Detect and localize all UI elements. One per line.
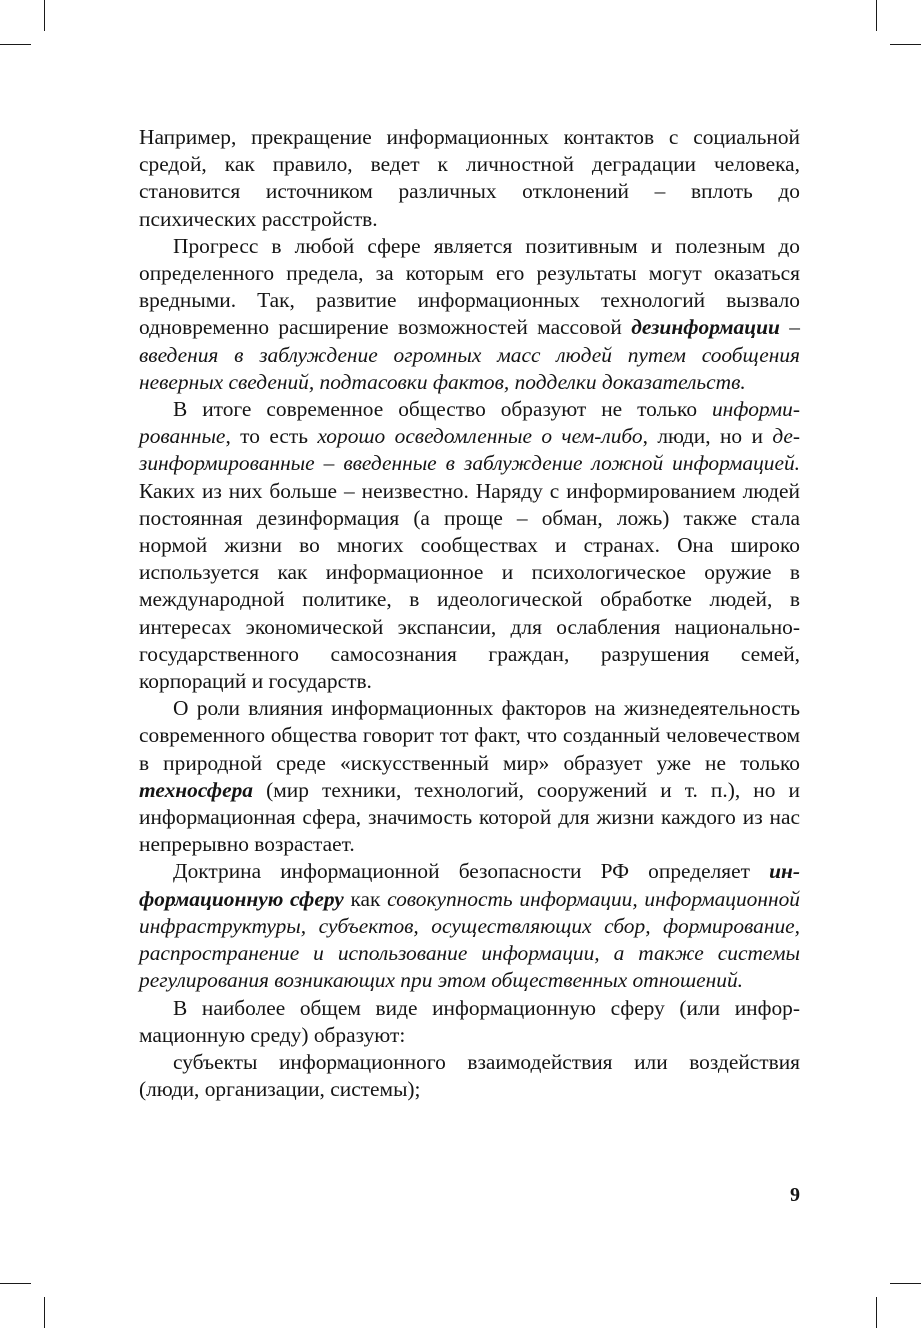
text-segment: Прогресс в любой сфере является позитивным и полезным до определенного предела, за которым его результаты могут оказаться вредными. Так, развитие информационных технологий вызвало одновременно расширение возможностей массовой <box>139 233 800 340</box>
text-segment: техносфера <box>139 777 253 802</box>
text-segment: В наиболее общем виде информационную сферу (или информационную среду) образуют: <box>139 995 800 1047</box>
text-segment: , то есть <box>225 424 318 449</box>
text-segment: Например, прекращение информационных контактов с социальной средой, как правило, ведет к личностной деградации человека, становится источником различных отклонений – вплоть до психических расстройств. <box>139 125 800 231</box>
text-segment: информированные <box>139 397 800 449</box>
text-segment: Каких из них больше – неизвестно. Наряду с информированием людей постоянная дезинформация (а проще – обман, ложь) также стала нормой жизни во многих сообществах и странах. Она широко используется как информационное и психологическое оружие в международной политике, в идеологической обработке людей, в интересах экономической экспансии, для ослабления национально-государственного самосознания граждан, разрушения семей, корпораций и государств. <box>139 478 800 694</box>
text-segment: дезинформированные – введенные в заблуждение ложной информацией. <box>139 424 801 476</box>
crop-mark-top-left-horizontal <box>0 44 31 45</box>
paragraph-7 <box>139 1049 800 1103</box>
paragraph-4 <box>139 695 800 858</box>
text-segment: информационную сферу <box>139 859 800 911</box>
text-segment: Доктрина информационной безопасности РФ определяет <box>173 859 770 884</box>
text-segment: , люди, но и <box>642 424 773 449</box>
paragraph-2 <box>139 233 800 396</box>
text-segment: как <box>343 886 388 911</box>
text-segment: совокупность информации, информационной инфраструктуры, субъектов, осуществляющих сбор, формирование, распространение и использование информации, а также системы регулирования возникающих при этом общественных отношений. <box>139 886 800 993</box>
text-segment: В итоге современное общество образуют не только <box>173 397 712 422</box>
paragraph-1 <box>139 124 800 233</box>
page-body <box>139 124 800 1103</box>
crop-mark-bottom-right-horizontal <box>890 1283 921 1284</box>
text-segment: хорошо осведомленные о чем-либо <box>317 424 643 449</box>
paragraph-5 <box>139 858 800 994</box>
crop-mark-bottom-left-vertical <box>44 1297 45 1328</box>
paragraph-6 <box>139 995 800 1049</box>
crop-mark-bottom-left-horizontal <box>0 1283 31 1284</box>
page-number: 9 <box>790 1184 800 1206</box>
text-segment: дезинформации <box>631 315 780 340</box>
crop-mark-top-left-vertical <box>44 0 45 31</box>
text-segment: – введения в заблуждение огромных масс людей путем сообщения неверных сведений, подтасовки фактов, подделки доказательств. <box>139 315 801 394</box>
text-segment: субъекты информационного взаимодействия или воздействия (люди, организации, системы); <box>139 1049 800 1102</box>
crop-mark-bottom-right-vertical <box>876 1297 877 1328</box>
crop-mark-top-right-vertical <box>876 0 877 31</box>
paragraph-3 <box>139 396 800 695</box>
crop-mark-top-right-horizontal <box>890 44 921 45</box>
text-segment: (мир техники, технологий, сооружений и т. п.), но и информационная сфера, значимость которой для жизни каждого из нас непрерывно возрастает. <box>139 777 800 857</box>
text-segment: О роли влияния информационных факторов на жизнедеятельность современного общества говорит тот факт, что созданный человечеством в природной среде «искусственный мир» образует уже не только <box>139 696 800 775</box>
